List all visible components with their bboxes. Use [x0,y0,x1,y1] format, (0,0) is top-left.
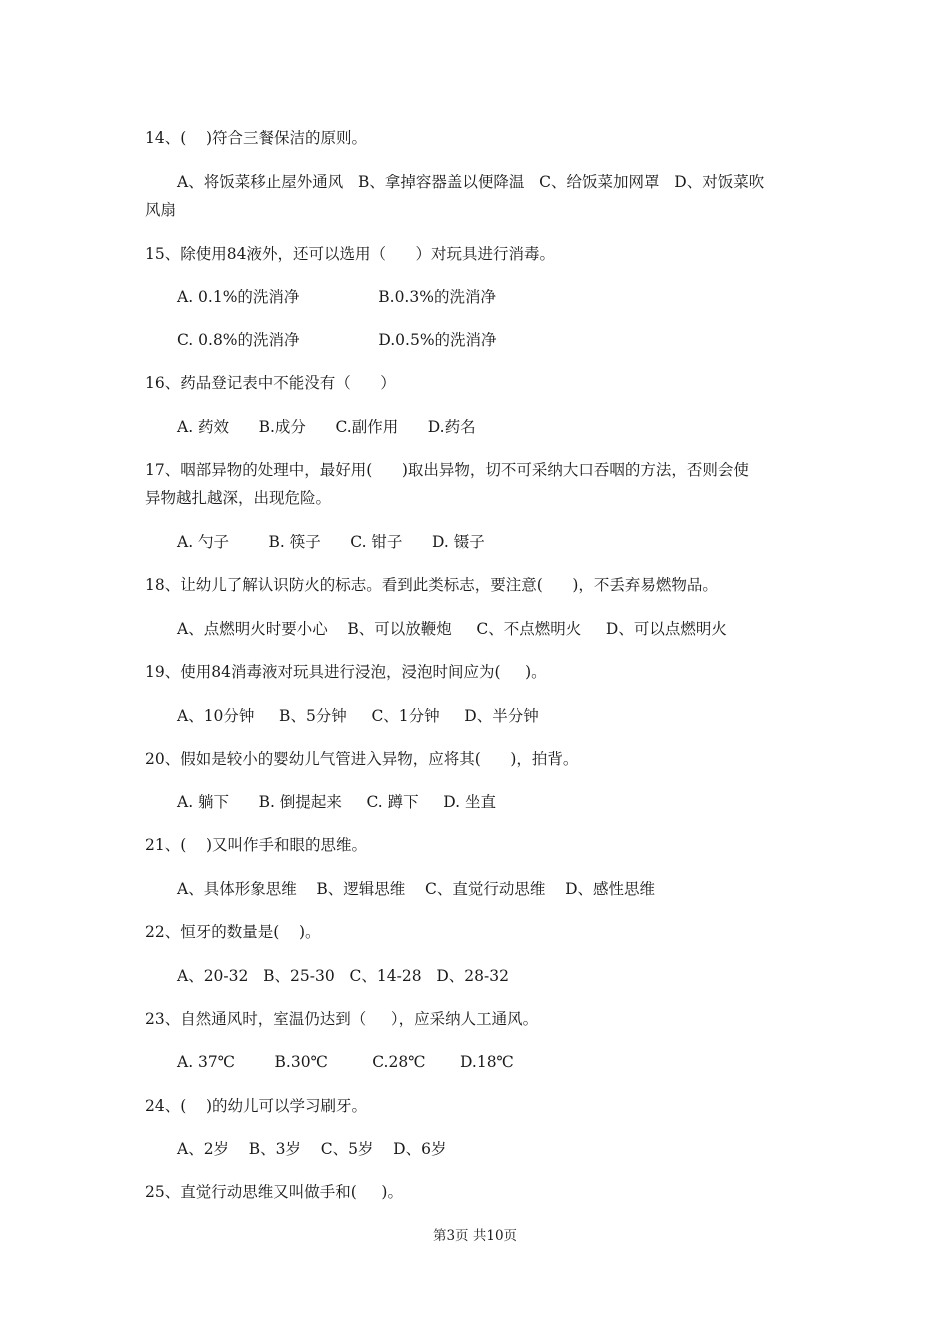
question-23-options: A. 37℃ B.30℃ C.28℃ D.18℃ [177,1053,514,1071]
question-15-stem: 15、除使用84液外，还可以选用（ ）对玩具进行消毒。 [145,245,556,263]
question-21-stem: 21、( )又叫作手和眼的思维。 [145,836,368,854]
question-17-stem-wrap: 异物越扎越深，出现危险。 [145,489,332,507]
question-23-stem: 23、自然通风时，室温仍达到（ ），应采纳人工通风。 [145,1010,539,1028]
question-20-options: A. 躺下 B. 倒提起来 C. 蹲下 D. 坐直 [177,793,497,811]
question-22-stem: 22、恒牙的数量是( )。 [145,923,321,941]
question-20-stem: 20、假如是较小的婴幼儿气管进入异物，应将其( )，拍背。 [145,750,579,768]
page-footer: 第3页 共10页 [432,1228,518,1244]
question-14-options-wrap: 风扇 [145,201,177,219]
question-22-options: A、20-32 B、25-30 C、14-28 D、28-32 [177,967,509,985]
question-24-stem: 24、( )的幼儿可以学习刷牙。 [145,1097,368,1115]
question-21-options: A、具体形象思维 B、逻辑思维 C、直觉行动思维 D、感性思维 [177,880,655,898]
question-25-stem: 25、直觉行动思维又叫做手和( )。 [145,1183,403,1201]
question-16-stem: 16、药品登记表中不能没有（ ） [145,374,396,392]
question-17-stem: 17、咽部异物的处理中，最好用( )取出异物，切不可采纳大口吞咽的方法，否则会使 [145,461,749,479]
question-18-options: A、点燃明火时要小心 B、可以放鞭炮 C、不点燃明火 D、可以点燃明火 [177,620,727,638]
question-15-options-row-1: A. 0.1%的洗消净 B.0.3%的洗消净 [177,288,496,306]
question-17-options: A. 勺子 B. 筷子 C. 钳子 D. 镊子 [177,533,485,551]
question-15-options-row-2: C. 0.8%的洗消净 D.0.5%的洗消净 [177,331,497,349]
question-24-options: A、2岁 B、3岁 C、5岁 D、6岁 [177,1140,447,1158]
question-19-stem: 19、使用84消毒液对玩具进行浸泡，浸泡时间应为( )。 [145,663,547,681]
question-14-options: A、将饭菜移止屋外通风 B、拿掉容器盖以便降温 C、给饭菜加网罩 D、对饭菜吹 [177,173,765,191]
question-14-stem: 14、( )符合三餐保洁的原则。 [145,129,368,147]
question-16-options: A. 药效 B.成分 C.副作用 D.药名 [177,418,476,436]
question-18-stem: 18、让幼儿了解认识防火的标志。看到此类标志，要注意( )，不丢弃易燃物品。 [145,576,718,594]
question-19-options: A、10分钟 B、5分钟 C、1分钟 D、半分钟 [177,707,539,725]
